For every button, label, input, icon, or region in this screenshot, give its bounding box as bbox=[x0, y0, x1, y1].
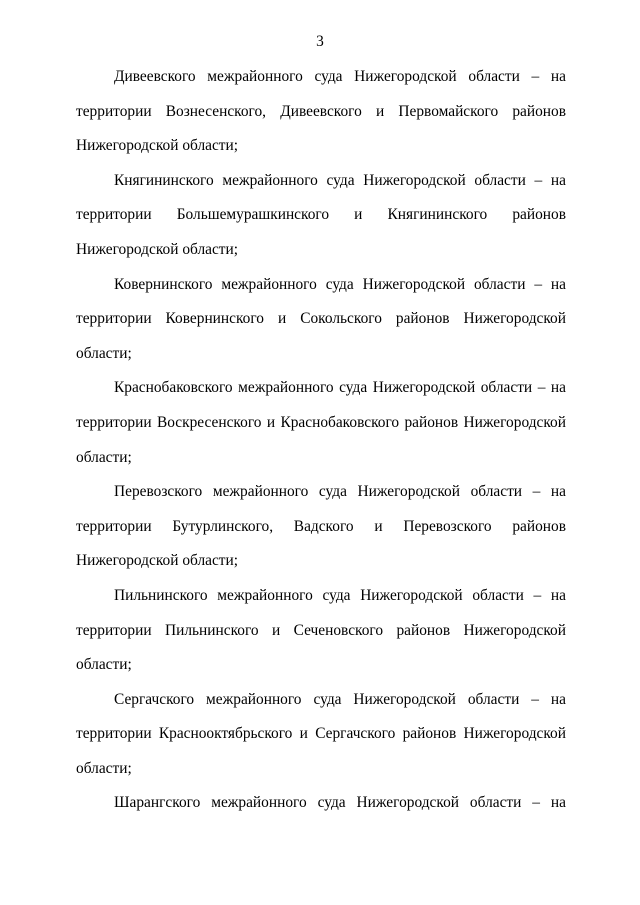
paragraph-pilna-court: Пильнинского межрайонного суда Нижегородской области – на территории Пильнинского и Сеченовского районов Нижегородской области; bbox=[76, 586, 566, 674]
paragraph-sharanga-court: Шарангского межрайонного суда Нижегородской области – на bbox=[114, 794, 566, 812]
document-body bbox=[76, 60, 566, 821]
paragraph-perevoz-court: Перевозского межрайонного суда Нижегородской области – на территории Бутурлинского, Вадского и Перевозского районов Нижегородской области; bbox=[76, 483, 566, 570]
paragraph-knyaginino-court: Княгининского межрайонного суда Нижегородской области – на территории Большемурашкинского и Княгининского районов Нижегородской области; bbox=[76, 171, 566, 258]
paragraph-sergach-court: Сергачского межрайонного суда Нижегородской области – на территории Краснооктябрьского и Сергачского районов Нижегородской области; bbox=[76, 690, 566, 777]
paragraph-krasnye-baki-court: Краснобаковского межрайонного суда Нижегородской области – на территории Воскресенского и Краснобаковского районов Нижегородской области; bbox=[76, 379, 566, 466]
paragraph-diveevo-court: Дивеевского межрайонного суда Нижегородской области – на территории Вознесенского, Дивеевского и Первомайского районов Нижегородской области; bbox=[76, 68, 566, 155]
paragraph-kovernino-court: Ковернинского межрайонного суда Нижегородской области – на территории Ковернинского и Сокольского районов Нижегородской области; bbox=[76, 275, 566, 362]
page-number: 3 bbox=[316, 33, 324, 50]
